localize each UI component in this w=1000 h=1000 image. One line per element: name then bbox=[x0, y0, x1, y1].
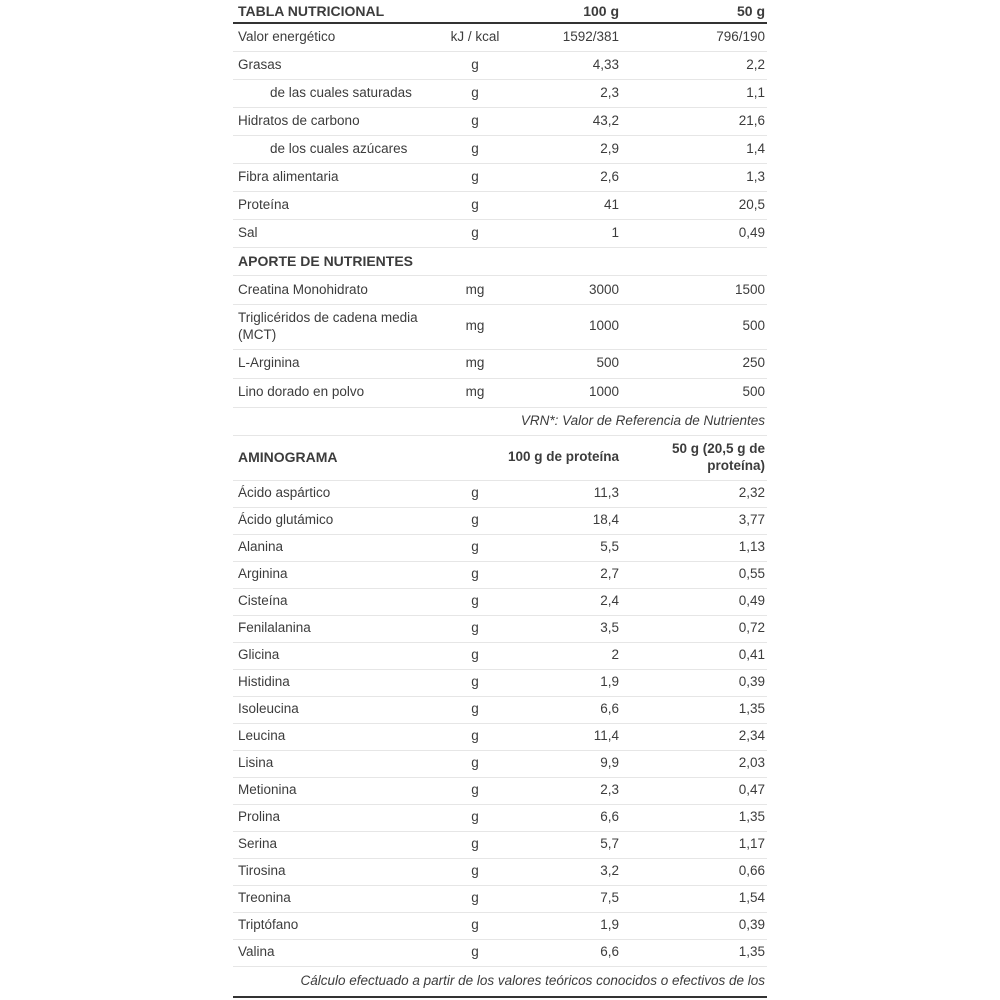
value-per-50g: 250 bbox=[619, 349, 767, 378]
unit-cell: g bbox=[445, 480, 505, 507]
value-per-50g: 1,35 bbox=[619, 939, 767, 966]
unit-cell: g bbox=[445, 615, 505, 642]
table-row bbox=[233, 939, 767, 966]
value-per-50g: 21,6 bbox=[619, 108, 767, 136]
value-per-100g: 1592/381 bbox=[505, 23, 619, 52]
value-per-50g: 2,34 bbox=[619, 723, 767, 750]
row-label: Ácido glutámico bbox=[233, 507, 445, 534]
value-per-100g: 11,3 bbox=[505, 480, 619, 507]
aminogram-column-header-100g: 100 g de proteína bbox=[445, 435, 619, 480]
value-per-50g: 0,47 bbox=[619, 777, 767, 804]
row-label: Lisina bbox=[233, 750, 445, 777]
table-row bbox=[233, 80, 767, 108]
row-label: Lino dorado en polvo bbox=[233, 378, 445, 407]
unit-cell: g bbox=[445, 669, 505, 696]
value-per-100g: 4,33 bbox=[505, 52, 619, 80]
row-label: Leucina bbox=[233, 723, 445, 750]
unit-cell: g bbox=[445, 507, 505, 534]
value-per-50g: 0,66 bbox=[619, 858, 767, 885]
value-per-50g: 1,35 bbox=[619, 696, 767, 723]
value-per-100g: 11,4 bbox=[505, 723, 619, 750]
table-row bbox=[233, 220, 767, 248]
table-row bbox=[233, 534, 767, 561]
value-per-50g: 1,4 bbox=[619, 136, 767, 164]
vrn-note: VRN*: Valor de Referencia de Nutrientes bbox=[233, 407, 767, 435]
table-row bbox=[233, 750, 767, 777]
section-title-aminograma: AMINOGRAMA bbox=[233, 435, 445, 480]
row-label: de los cuales azúcares bbox=[233, 136, 445, 164]
value-per-50g: 1500 bbox=[619, 276, 767, 305]
value-per-50g: 1,13 bbox=[619, 534, 767, 561]
value-per-50g: 500 bbox=[619, 378, 767, 407]
row-label: Alanina bbox=[233, 534, 445, 561]
unit-cell: mg bbox=[445, 349, 505, 378]
value-per-50g: 2,2 bbox=[619, 52, 767, 80]
header-row bbox=[233, 0, 767, 23]
row-label: Arginina bbox=[233, 561, 445, 588]
footer-note-row bbox=[233, 966, 767, 997]
table-row bbox=[233, 804, 767, 831]
table-row bbox=[233, 164, 767, 192]
value-per-50g: 796/190 bbox=[619, 23, 767, 52]
value-per-100g: 2,3 bbox=[505, 777, 619, 804]
row-label: Ácido aspártico bbox=[233, 480, 445, 507]
unit-cell: g bbox=[445, 534, 505, 561]
row-label: Prolina bbox=[233, 804, 445, 831]
aminogram-header bbox=[233, 435, 767, 480]
unit-cell: g bbox=[445, 777, 505, 804]
unit-cell: g bbox=[445, 136, 505, 164]
value-per-50g: 3,77 bbox=[619, 507, 767, 534]
table-row bbox=[233, 52, 767, 80]
row-label: Tirosina bbox=[233, 858, 445, 885]
value-per-100g: 3,5 bbox=[505, 615, 619, 642]
row-label: Histidina bbox=[233, 669, 445, 696]
table-row bbox=[233, 561, 767, 588]
table-row bbox=[233, 777, 767, 804]
table-row bbox=[233, 23, 767, 52]
value-per-100g: 2,4 bbox=[505, 588, 619, 615]
calculation-note: Cálculo efectuado a partir de los valores teóricos conocidos o efectivos de los bbox=[233, 966, 767, 997]
row-label: Isoleucina bbox=[233, 696, 445, 723]
value-per-50g: 1,35 bbox=[619, 804, 767, 831]
row-label: Creatina Monohidrato bbox=[233, 276, 445, 305]
unit-cell: g bbox=[445, 108, 505, 136]
row-label: Grasas bbox=[233, 52, 445, 80]
value-per-100g: 1000 bbox=[505, 378, 619, 407]
value-per-100g: 6,6 bbox=[505, 939, 619, 966]
value-per-100g: 2,6 bbox=[505, 164, 619, 192]
value-per-100g: 41 bbox=[505, 192, 619, 220]
unit-cell: g bbox=[445, 52, 505, 80]
value-per-100g: 5,7 bbox=[505, 831, 619, 858]
row-label: Metionina bbox=[233, 777, 445, 804]
table-row bbox=[233, 912, 767, 939]
row-label: Triglicéridos de cadena media (MCT) bbox=[233, 305, 445, 350]
table-row bbox=[233, 642, 767, 669]
vrn-note-row bbox=[233, 407, 767, 435]
unit-cell: g bbox=[445, 858, 505, 885]
unit-cell: g bbox=[445, 696, 505, 723]
value-per-50g: 1,54 bbox=[619, 885, 767, 912]
unit-cell: g bbox=[445, 885, 505, 912]
row-label: Valor energético bbox=[233, 23, 445, 52]
row-label: Sal bbox=[233, 220, 445, 248]
vrn-note-section bbox=[233, 407, 767, 435]
unit-cell: mg bbox=[445, 276, 505, 305]
table-row bbox=[233, 349, 767, 378]
value-per-50g: 0,41 bbox=[619, 642, 767, 669]
table-title: TABLA NUTRICIONAL bbox=[233, 0, 505, 23]
column-header-50g: 50 g bbox=[619, 0, 767, 23]
row-label: Glicina bbox=[233, 642, 445, 669]
value-per-100g: 5,5 bbox=[505, 534, 619, 561]
unit-cell: g bbox=[445, 750, 505, 777]
aminogram-header-row bbox=[233, 435, 767, 480]
nutrient-rows bbox=[233, 276, 767, 408]
unit-cell: g bbox=[445, 831, 505, 858]
nutrition-table bbox=[233, 0, 767, 998]
value-per-100g: 43,2 bbox=[505, 108, 619, 136]
value-per-100g: 2,9 bbox=[505, 136, 619, 164]
table-row bbox=[233, 615, 767, 642]
section-header-row bbox=[233, 248, 767, 276]
unit-cell: g bbox=[445, 804, 505, 831]
value-per-50g: 2,32 bbox=[619, 480, 767, 507]
value-per-50g: 0,49 bbox=[619, 220, 767, 248]
value-per-100g: 1 bbox=[505, 220, 619, 248]
table-row bbox=[233, 378, 767, 407]
section-title-aporte-de-nutrientes: APORTE DE NUTRIENTES bbox=[233, 248, 767, 276]
value-per-50g: 0,39 bbox=[619, 912, 767, 939]
table-row bbox=[233, 136, 767, 164]
row-label: Hidratos de carbono bbox=[233, 108, 445, 136]
value-per-50g: 0,39 bbox=[619, 669, 767, 696]
table-header bbox=[233, 0, 767, 23]
table-row bbox=[233, 276, 767, 305]
table-row bbox=[233, 885, 767, 912]
table-row bbox=[233, 831, 767, 858]
table-row bbox=[233, 669, 767, 696]
unit-cell: g bbox=[445, 561, 505, 588]
value-per-50g: 1,3 bbox=[619, 164, 767, 192]
value-per-50g: 0,55 bbox=[619, 561, 767, 588]
value-per-50g: 0,72 bbox=[619, 615, 767, 642]
row-label: Serina bbox=[233, 831, 445, 858]
value-per-100g: 2,7 bbox=[505, 561, 619, 588]
value-per-100g: 500 bbox=[505, 349, 619, 378]
value-per-100g: 7,5 bbox=[505, 885, 619, 912]
unit-cell: mg bbox=[445, 305, 505, 350]
macronutrient-rows bbox=[233, 23, 767, 248]
table-row bbox=[233, 723, 767, 750]
row-label: Valina bbox=[233, 939, 445, 966]
row-label: Treonina bbox=[233, 885, 445, 912]
value-per-50g: 0,49 bbox=[619, 588, 767, 615]
value-per-100g: 2,3 bbox=[505, 80, 619, 108]
column-header-100g: 100 g bbox=[505, 0, 619, 23]
unit-cell: mg bbox=[445, 378, 505, 407]
table-row bbox=[233, 192, 767, 220]
footer-note-section bbox=[233, 966, 767, 997]
value-per-50g: 20,5 bbox=[619, 192, 767, 220]
unit-cell: g bbox=[445, 723, 505, 750]
unit-cell: g bbox=[445, 912, 505, 939]
table-row bbox=[233, 858, 767, 885]
row-label: Proteína bbox=[233, 192, 445, 220]
value-per-100g: 3,2 bbox=[505, 858, 619, 885]
value-per-100g: 6,6 bbox=[505, 804, 619, 831]
value-per-100g: 18,4 bbox=[505, 507, 619, 534]
table-row bbox=[233, 480, 767, 507]
unit-cell: g bbox=[445, 80, 505, 108]
value-per-50g: 1,1 bbox=[619, 80, 767, 108]
table-row bbox=[233, 696, 767, 723]
value-per-50g: 1,17 bbox=[619, 831, 767, 858]
value-per-100g: 2 bbox=[505, 642, 619, 669]
value-per-50g: 500 bbox=[619, 305, 767, 350]
unit-cell: g bbox=[445, 939, 505, 966]
unit-cell: g bbox=[445, 588, 505, 615]
value-per-100g: 3000 bbox=[505, 276, 619, 305]
unit-cell: g bbox=[445, 192, 505, 220]
table-row bbox=[233, 108, 767, 136]
value-per-100g: 1,9 bbox=[505, 669, 619, 696]
table-row bbox=[233, 588, 767, 615]
row-label: L-Arginina bbox=[233, 349, 445, 378]
unit-cell: g bbox=[445, 164, 505, 192]
unit-cell: g bbox=[445, 220, 505, 248]
row-label: Triptófano bbox=[233, 912, 445, 939]
table-row bbox=[233, 507, 767, 534]
aminogram-rows bbox=[233, 480, 767, 966]
row-label: Cisteína bbox=[233, 588, 445, 615]
aminogram-column-header-50g: 50 g (20,5 g de proteína) bbox=[619, 435, 767, 480]
table-row bbox=[233, 305, 767, 350]
value-per-50g: 2,03 bbox=[619, 750, 767, 777]
value-per-100g: 1000 bbox=[505, 305, 619, 350]
nutrients-section-header bbox=[233, 248, 767, 276]
unit-cell: g bbox=[445, 642, 505, 669]
unit-cell: kJ / kcal bbox=[445, 23, 505, 52]
row-label: Fenilalanina bbox=[233, 615, 445, 642]
value-per-100g: 6,6 bbox=[505, 696, 619, 723]
row-label: de las cuales saturadas bbox=[233, 80, 445, 108]
row-label: Fibra alimentaria bbox=[233, 164, 445, 192]
value-per-100g: 9,9 bbox=[505, 750, 619, 777]
value-per-100g: 1,9 bbox=[505, 912, 619, 939]
